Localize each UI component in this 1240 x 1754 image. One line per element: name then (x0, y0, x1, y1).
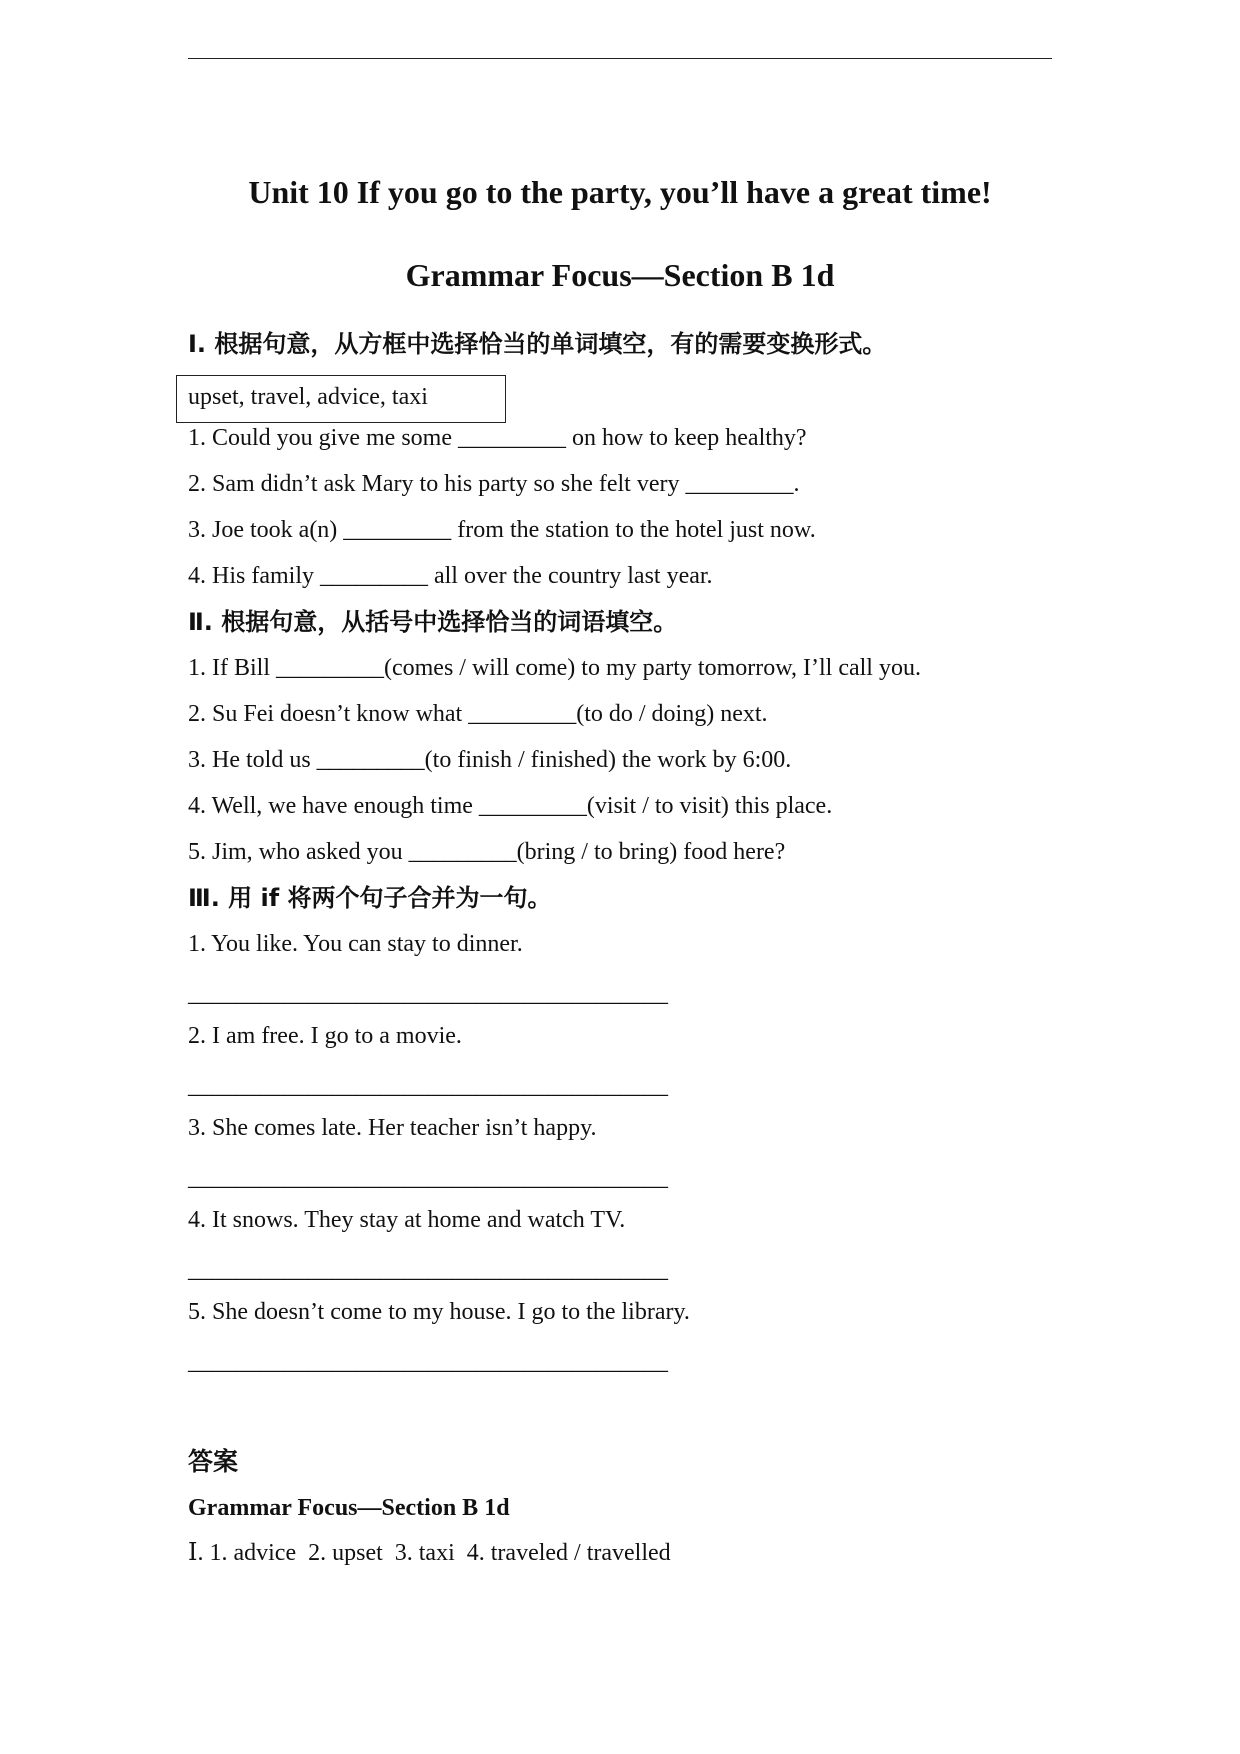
answers-subtitle: Grammar Focus—Section B 1d (188, 1495, 510, 1521)
section-2-item: 2. Su Fei doesn’t know what _________(to do / doing) next. (188, 701, 768, 727)
answer-line: ________________________________________ (188, 1349, 668, 1375)
section-1-heading: Ⅰ. 根据句意，从方框中选择恰当的单词填空，有的需要变换形式。 (188, 330, 887, 358)
answer-line: ________________________________________ (188, 1257, 668, 1283)
answers-section-1: Ⅰ. 1. advice 2. upset 3. taxi 4. traveled / travelled (188, 1540, 671, 1566)
section-2-heading: Ⅱ. 根据句意，从括号中选择恰当的词语填空。 (188, 608, 678, 636)
section-3-item: 5. She doesn’t come to my house. I go to the library. (188, 1299, 690, 1325)
section-1-item: 3. Joe took a(n) _________ from the station to the hotel just now. (188, 517, 816, 543)
word-box (176, 375, 506, 423)
answer-line: ________________________________________ (188, 1073, 668, 1099)
section-3-item: 2. I am free. I go to a movie. (188, 1023, 462, 1049)
section-3-item: 1. You like. You can stay to dinner. (188, 931, 523, 957)
section-1-item: 4. His family _________ all over the country last year. (188, 563, 713, 589)
document-title: Unit 10 If you go to the party, you’ll have a great time! (248, 174, 992, 210)
section-1-item: 2. Sam didn’t ask Mary to his party so she felt very _________. (188, 471, 800, 497)
section-3-heading: Ⅲ. 用 if 将两个句子合并为一句。 (188, 884, 552, 912)
answer-line: ________________________________________ (188, 981, 668, 1007)
section-2-item: 1. If Bill _________(comes / will come) to my party tomorrow, I’ll call you. (188, 655, 921, 681)
section-2-item: 5. Jim, who asked you _________(bring / to bring) food here? (188, 839, 786, 865)
section-3-item: 4. It snows. They stay at home and watch TV. (188, 1207, 626, 1233)
header-rule (188, 58, 1052, 59)
section-3-item: 3. She comes late. Her teacher isn’t happy. (188, 1115, 597, 1141)
section-1-item: 1. Could you give me some _________ on how to keep healthy? (188, 425, 807, 451)
answer-line: ________________________________________ (188, 1165, 668, 1191)
section-2-item: 3. He told us _________(to finish / finished) the work by 6:00. (188, 747, 792, 773)
document-subtitle: Grammar Focus—Section B 1d (405, 257, 835, 293)
answers-title: 答案 (188, 1447, 239, 1476)
word-box-text: upset, travel, advice, taxi (188, 384, 428, 410)
section-2-item: 4. Well, we have enough time _________(visit / to visit) this place. (188, 793, 833, 819)
